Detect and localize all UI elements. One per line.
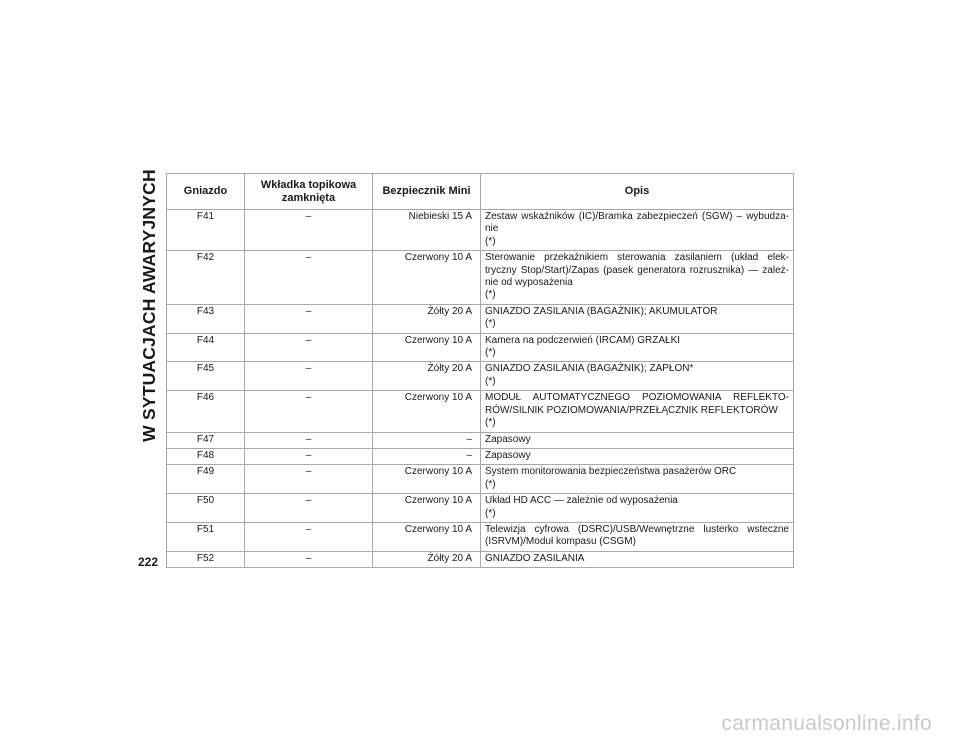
header-cartridge-line1: Wkładka topikowa [260,178,357,191]
cell-description [481,304,794,333]
cell-description [481,251,794,305]
table-row [167,494,794,523]
description-line: (ISRVM)/Moduł kompasu (CSGM) [485,536,636,548]
cell-description [481,448,794,464]
description-line: GNIAZDO ZASILANIA (BAGAŻNIK); AKUMULATOR [485,305,718,317]
cell-cartridge: – [245,304,373,333]
cell-mini-fuse: Żółty 20 A [373,304,481,333]
description-line: System monitorowania bezpieczeństwa pasażerów ORC [485,466,737,478]
description-line: tryczny Stop/Start)/Zapas (pasek generatora rozrusznika) — zależ- [485,264,789,276]
cell-mini-fuse: Czerwony 10 A [373,465,481,494]
cell-slot: F52 [167,551,245,567]
description-line: (*) [485,235,496,247]
fuse-table [166,173,794,568]
description-line: Zapasowy [485,433,531,445]
cell-description [481,465,794,494]
cell-slot: F41 [167,210,245,251]
cell-slot: F45 [167,362,245,391]
table-row [167,251,794,305]
table-row [167,448,794,464]
cell-slot: F48 [167,448,245,464]
table-row [167,304,794,333]
cell-cartridge: – [245,551,373,567]
cell-mini-fuse: – [373,432,481,448]
description-line: (*) [485,507,496,519]
header-cartridge-line2: zamknięta [281,191,336,204]
description-line: (*) [485,417,496,429]
cell-description [481,362,794,391]
cell-cartridge: – [245,465,373,494]
table-row [167,465,794,494]
section-title [136,168,162,442]
table-body [167,210,794,568]
description-line: Układ HD ACC — zależnie od wyposażenia [485,495,678,507]
header-cartridge [245,174,373,210]
cell-description [481,333,794,362]
description-line: Kamera na podczerwień (IRCAM) GRZAŁKI [485,334,681,346]
table-row [167,210,794,251]
description-line: (*) [485,347,496,359]
cell-cartridge: – [245,448,373,464]
table-row [167,551,794,567]
cell-cartridge: – [245,432,373,448]
cell-cartridge: – [245,494,373,523]
cell-cartridge: – [245,391,373,432]
table-row [167,333,794,362]
description-line: nie od wyposażenia [485,277,573,289]
cell-description [481,494,794,523]
cell-slot: F46 [167,391,245,432]
page-number: 222 [138,555,159,569]
cell-cartridge: – [245,362,373,391]
description-line: (*) [485,375,496,387]
cell-mini-fuse: Czerwony 10 A [373,251,481,305]
cell-cartridge: – [245,333,373,362]
cell-cartridge: – [245,210,373,251]
cell-slot: F44 [167,333,245,362]
cell-description [481,432,794,448]
description-line: nie [485,223,499,235]
section-title-text: W SYTUACJACH AWARYJNYCH [138,168,159,442]
cell-mini-fuse: Czerwony 10 A [373,522,481,551]
cell-slot: F51 [167,522,245,551]
table-header-row [167,174,794,210]
description-line: GNIAZDO ZASILANIA (BAGAŻNIK); ZAPŁON* [485,363,694,375]
header-slot: Gniazdo [167,174,245,210]
cell-mini-fuse: Czerwony 10 A [373,494,481,523]
cell-mini-fuse: Czerwony 10 A [373,333,481,362]
description-line: Telewizja cyfrowa (DSRC)/USB/Wewnętrzne lusterko wsteczne [485,523,789,535]
cell-description [481,551,794,567]
table-row [167,391,794,432]
table-row [167,522,794,551]
cell-slot: F42 [167,251,245,305]
watermark: carmanualsonline.info [721,712,932,735]
cell-mini-fuse: Żółty 20 A [373,551,481,567]
header-desc: Opis [481,174,794,210]
cell-slot: F49 [167,465,245,494]
description-line: (*) [485,318,496,330]
description-line: GNIAZDO ZASILANIA [485,552,585,564]
cell-mini-fuse: Niebieski 15 A [373,210,481,251]
table-row [167,362,794,391]
cell-mini-fuse: Czerwony 10 A [373,391,481,432]
description-line: (*) [485,289,496,301]
cell-slot: F50 [167,494,245,523]
cell-description [481,210,794,251]
cell-description [481,391,794,432]
cell-mini-fuse: Żółty 20 A [373,362,481,391]
cell-cartridge: – [245,251,373,305]
cell-slot: F43 [167,304,245,333]
table-row [167,432,794,448]
description-line: Sterowanie przekaźnikiem sterowania zasilaniem (układ elek- [485,252,789,264]
cell-description [481,522,794,551]
description-line: Zapasowy [485,449,531,461]
description-line: Zestaw wskaźników (IC)/Bramka zabezpieczeń (SGW) – wybudza- [485,211,789,222]
cell-mini-fuse: – [373,448,481,464]
description-line: RÓW/SILNIK POZIOMOWANIA/PRZEŁĄCZNIK REFLEKTORÓW [485,404,778,416]
cell-cartridge: – [245,522,373,551]
header-mini: Bezpiecznik Mini [373,174,481,210]
cell-slot: F47 [167,432,245,448]
description-line: MODUŁ AUTOMATYCZNEGO POZIOMOWANIA REFLEKTO- [485,392,789,404]
description-line: (*) [485,478,496,490]
